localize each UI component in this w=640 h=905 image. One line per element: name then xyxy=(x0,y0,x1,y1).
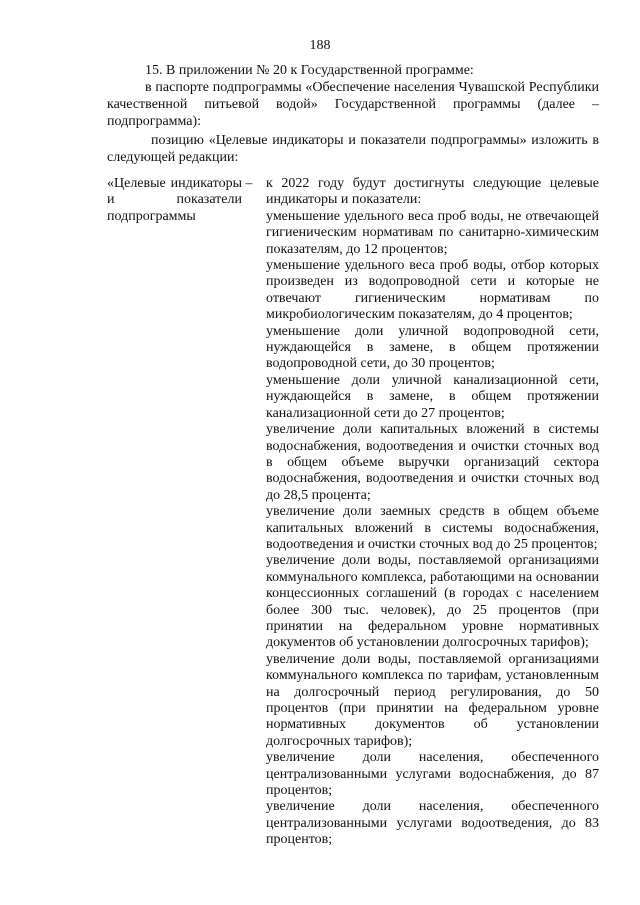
page-number: 188 xyxy=(309,38,331,53)
indicator-entry: увеличение доли воды, поставляемой организациями коммунального комплекса по тарифам, установленным на долгосрочный период регулирования, до 50 процентов (при принятии на федеральном уровне нормативных документов об установлении долгосрочных тарифов); xyxy=(266,651,599,749)
indicator-entry: увеличение доли населения, обеспеченного централизованными услугами водоотведения, до 83 процентов; xyxy=(266,799,599,848)
indicators-label: «Целевые индикаторы и показатели подпрограммы xyxy=(107,176,242,224)
dash-separator: – xyxy=(245,176,253,191)
indicator-entry: уменьшение доли уличной водопроводной сети, нуждающейся в замене, в общем протяжении водопроводной сети, до 30 процентов; xyxy=(266,323,599,372)
indicator-entry: увеличение доли воды, поставляемой организациями коммунального комплекса, работающими на основании концессионных соглашений (в городах с населением более 300 тыс. человек), до 25 процентов (при принятии на федеральном уровне нормативных документов об установлении долгосрочных тарифов); xyxy=(266,553,599,651)
indicator-entry: увеличение доли заемных средств в общем объеме капитальных вложений в системы водоснабжения, водоотведения и очистки сточных вод до 25 процентов; xyxy=(266,504,599,552)
indicator-entry: уменьшение доли уличной канализационной сети, нуждающейся в замене, в общем протяжении канализационной сети до 27 процентов; xyxy=(266,372,599,421)
position-paragraph: позицию «Целевые индикаторы и показатели подпрограммы» изложить в следующей редакции: xyxy=(107,133,599,165)
indicators-list xyxy=(266,176,599,849)
intro-text xyxy=(107,62,599,166)
indicator-entry: увеличение доли населения, обеспеченного централизованными услугами водоснабжения, до 87 процентов; xyxy=(266,750,599,799)
indicator-entry: увеличение доли капитальных вложений в системы водоснабжения, водоотведения и очистки сточных вод в общем объеме выручки организаций сектора водоснабжения, водоотведения и очистки сточных вод до 28,5 процента; xyxy=(266,422,599,503)
amendment-item: 15. В приложении № 20 к Государственной программе: xyxy=(145,63,474,78)
passport-paragraph: в паспорте подпрограммы «Обеспечение населения Чувашской Республики качественной питьевой водой» Государственной программы (далее – подпрограмма): xyxy=(107,80,599,129)
indicator-entry: к 2022 году будут достигнуты следующие целевые индикаторы и показатели: xyxy=(266,176,599,208)
indicator-entry: уменьшение удельного веса проб воды, не отвечающей гигиеническим нормативам по санитарно-химическим показателям, до 12 процентов; xyxy=(266,208,599,257)
indicator-entry: уменьшение удельного веса проб воды, отбор которых произведен из водопроводной сети и которые не отвечают гигиеническим нормативам по микробиологическим показателям, до 4 процентов; xyxy=(266,258,599,323)
